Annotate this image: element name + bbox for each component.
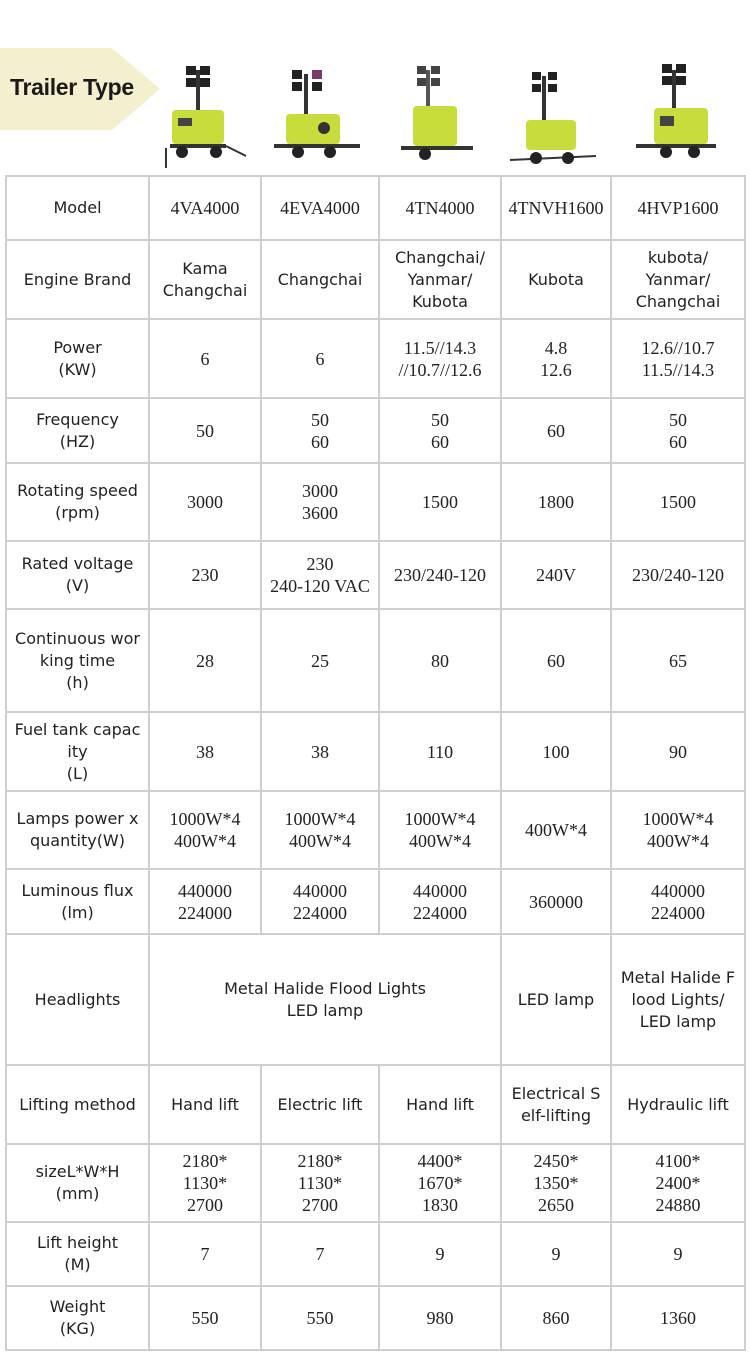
table-row	[6, 791, 745, 869]
table-cell: 25	[261, 609, 379, 712]
table-cell: 230 240-120 VAC	[261, 541, 379, 609]
row-label-rated-voltage: Rated voltage (V)	[6, 541, 149, 609]
table-cell: Metal Halide F lood Lights/ LED lamp	[611, 934, 745, 1065]
page-title: Trailer Type	[10, 74, 134, 100]
table-cell: 550	[261, 1286, 379, 1350]
table-cell: 28	[149, 609, 261, 712]
table-cell: 4VA4000	[149, 176, 261, 240]
table-cell: 1800	[501, 463, 611, 541]
table-row	[6, 176, 745, 240]
section-tag	[0, 48, 160, 130]
table-cell: 440000 224000	[149, 869, 261, 934]
table-cell: 4400* 1670* 1830	[379, 1144, 501, 1222]
table-cell: 7	[149, 1222, 261, 1286]
table-cell: Kama Changchai	[149, 240, 261, 319]
table-cell: 440000 224000	[379, 869, 501, 934]
row-label-power: Power (KW)	[6, 319, 149, 398]
light-tower-trailer-image	[395, 60, 485, 172]
table-cell: Changchai	[261, 240, 379, 319]
table-row	[6, 1286, 745, 1350]
table-row	[6, 1144, 745, 1222]
table-cell: 4HVP1600	[611, 176, 745, 240]
table-cell: 1360	[611, 1286, 745, 1350]
table-row	[6, 541, 745, 609]
table-cell: 60	[501, 398, 611, 463]
table-cell: 65	[611, 609, 745, 712]
table-cell: 1500	[611, 463, 745, 541]
table-row	[6, 712, 745, 791]
table-cell: 50 60	[261, 398, 379, 463]
row-label-lift-height: Lift height (M)	[6, 1222, 149, 1286]
light-tower-trailer-image	[160, 60, 250, 172]
table-cell: 550	[149, 1286, 261, 1350]
table-cell: 6	[149, 319, 261, 398]
table-cell: Hand lift	[379, 1065, 501, 1144]
table-cell: 4TNVH1600	[501, 176, 611, 240]
table-cell: 50 60	[379, 398, 501, 463]
table-cell: 2180* 1130* 2700	[261, 1144, 379, 1222]
table-cell: 50 60	[611, 398, 745, 463]
table-row	[6, 609, 745, 712]
table-cell: 4100* 2400* 24880	[611, 1144, 745, 1222]
table-cell: 1500	[379, 463, 501, 541]
table-cell: 2180* 1130* 2700	[149, 1144, 261, 1222]
table-row	[6, 240, 745, 319]
row-label-weight: Weight (KG)	[6, 1286, 149, 1350]
table-cell: 60	[501, 609, 611, 712]
table-cell: 80	[379, 609, 501, 712]
table-cell: 1000W*4 400W*4	[149, 791, 261, 869]
table-cell: Electrical S elf-lifting	[501, 1065, 611, 1144]
light-tower-trailer-image	[632, 60, 722, 172]
table-row	[6, 319, 745, 398]
table-cell: 400W*4	[501, 791, 611, 869]
table-cell: 38	[149, 712, 261, 791]
table-cell: 2450* 1350* 2650	[501, 1144, 611, 1222]
row-label-frequency: Frequency (HZ)	[6, 398, 149, 463]
table-cell: 360000	[501, 869, 611, 934]
row-label-luminous-flux: Luminous flux (lm)	[6, 869, 149, 934]
light-tower-trailer-image	[272, 60, 362, 172]
row-label-engine: Engine Brand	[6, 240, 149, 319]
table-cell-merged: Metal Halide Flood Lights LED lamp	[149, 934, 501, 1065]
table-cell: 9	[611, 1222, 745, 1286]
table-cell: 3000	[149, 463, 261, 541]
table-cell: 9	[379, 1222, 501, 1286]
table-cell: 50	[149, 398, 261, 463]
table-cell: 90	[611, 712, 745, 791]
table-cell: LED lamp	[501, 934, 611, 1065]
table-cell: 240V	[501, 541, 611, 609]
table-row	[6, 463, 745, 541]
row-label-size: sizeL*W*H (mm)	[6, 1144, 149, 1222]
table-cell: 3000 3600	[261, 463, 379, 541]
table-row	[6, 398, 745, 463]
row-label-working-time: Continuous wor king time (h)	[6, 609, 149, 712]
table-cell: Changchai/ Yanmar/ Kubota	[379, 240, 501, 319]
table-cell: 1000W*4 400W*4	[261, 791, 379, 869]
table-cell: 9	[501, 1222, 611, 1286]
table-cell: Kubota	[501, 240, 611, 319]
table-cell: 230/240-120	[611, 541, 745, 609]
table-cell: Electric lift	[261, 1065, 379, 1144]
table-row	[6, 1065, 745, 1144]
table-cell: 440000 224000	[261, 869, 379, 934]
table-cell: 980	[379, 1286, 501, 1350]
table-cell: 230/240-120	[379, 541, 501, 609]
table-cell: kubota/ Yanmar/ Changchai	[611, 240, 745, 319]
table-cell: 110	[379, 712, 501, 791]
table-cell: 38	[261, 712, 379, 791]
row-label-lifting-method: Lifting method	[6, 1065, 149, 1144]
table-cell: 12.6//10.7 11.5//14.3	[611, 319, 745, 398]
table-cell: 230	[149, 541, 261, 609]
row-label-lamps-power: Lamps power x quantity(W)	[6, 791, 149, 869]
table-cell: 1000W*4 400W*4	[611, 791, 745, 869]
table-cell: Hand lift	[149, 1065, 261, 1144]
table-row	[6, 934, 745, 1065]
spec-table	[5, 175, 746, 1351]
table-cell: 4TN4000	[379, 176, 501, 240]
table-cell: 4EVA4000	[261, 176, 379, 240]
table-cell: Hydraulic lift	[611, 1065, 745, 1144]
table-cell: 860	[501, 1286, 611, 1350]
table-row	[6, 869, 745, 934]
table-cell: 100	[501, 712, 611, 791]
row-label-fuel-tank: Fuel tank capac ity (L)	[6, 712, 149, 791]
table-cell: 7	[261, 1222, 379, 1286]
row-label-rotating-speed: Rotating speed (rpm)	[6, 463, 149, 541]
table-cell: 4.8 12.6	[501, 319, 611, 398]
table-row	[6, 1222, 745, 1286]
light-tower-trailer-image	[508, 60, 598, 172]
table-cell: 440000 224000	[611, 869, 745, 934]
row-label-model: Model	[6, 176, 149, 240]
table-cell: 6	[261, 319, 379, 398]
table-cell: 1000W*4 400W*4	[379, 791, 501, 869]
row-label-headlights: Headlights	[6, 934, 149, 1065]
table-cell: 11.5//14.3 //10.7//12.6	[379, 319, 501, 398]
